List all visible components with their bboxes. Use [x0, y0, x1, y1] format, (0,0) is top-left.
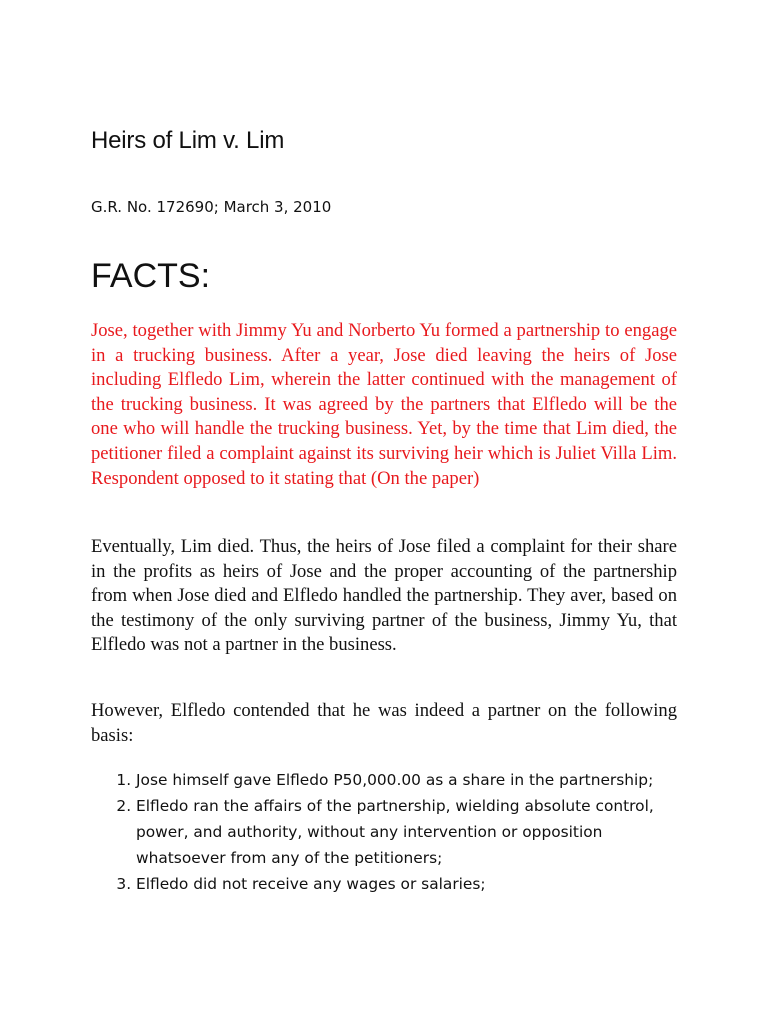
- list-item: 3. Elfledo did not receive any wages or salaries;: [136, 871, 676, 897]
- section-heading-facts: FACTS:: [91, 257, 211, 295]
- facts-paragraph: However, Elfledo contended that he was indeed a partner on the following basis:: [91, 700, 677, 746]
- case-citation: G.R. No. 172690; March 3, 2010: [91, 198, 332, 216]
- facts-paragraph-highlighted: Jose, together with Jimmy Yu and Norberto Yu formed a partnership to engage in a trucking business. After a year, Jose died leaving the heirs of Jose including Elfledo Lim, wherein the latter continued with the management of the trucking business. It was agreed by the partners that Elfledo will be the one who will handle the trucking business. Yet, by the time that Lim died, the petitioner filed a complaint against its surviving heir which is Juliet Villa Lim. Respondent opposed to it stating that (On the paper): [91, 320, 677, 489]
- page-title: Heirs of Lim v. Lim: [91, 127, 285, 154]
- list-item: 2. Elfledo ran the affairs of the partnership, wielding absolute control, power, and authority, without any intervention or opposition whatsoever from any of the petitioners;: [136, 793, 676, 871]
- list-item: 1. Jose himself gave Elfledo P50,000.00 as a share in the partnership;: [136, 767, 676, 793]
- facts-paragraph: Eventually, Lim died. Thus, the heirs of Jose filed a complaint for their share in the profits as heirs of Jose and the proper accounting of the partnership from when Jose died and Elfledo handled the partnership. They aver, based on the testimony of the only surviving partner of the business, Jimmy Yu, that Elfledo was not a partner in the business.: [91, 536, 677, 656]
- basis-list: [111, 767, 676, 897]
